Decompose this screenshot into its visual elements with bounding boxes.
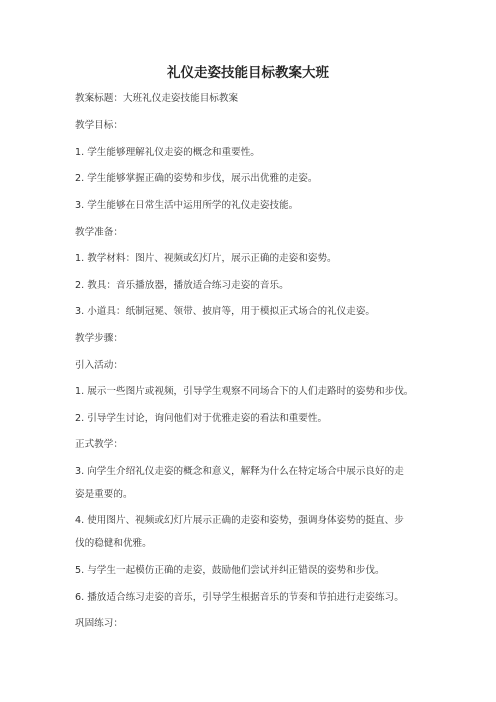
- step-item: 1. 展示一些图片或视频，引导学生观察不同场合下的人们走路时的姿势和步伐。: [75, 386, 414, 397]
- subsection-heading-intro: 引入活动：: [75, 360, 123, 371]
- step-item: 5. 与学生一起模仿正确的走姿，鼓励他们尝试并纠正错误的姿势和步伐。: [75, 565, 385, 576]
- goal-item: 2. 学生能够掌握正确的姿势和步伐，展示出优雅的走姿。: [75, 173, 318, 184]
- section-heading-prep: 教学准备：: [75, 227, 123, 238]
- prep-item: 1. 教学材料：图片、视频或幻灯片，展示正确的走姿和姿势。: [75, 253, 337, 264]
- step-item: 2. 引导学生讨论，询问他们对于优雅走姿的看法和重要性。: [75, 413, 328, 424]
- subsection-heading-practice: 巩固练习：: [75, 618, 123, 629]
- goal-item: 1. 学生能够理解礼仪走姿的概念和重要性。: [75, 147, 260, 158]
- step-item-continued: 姿是重要的。: [75, 489, 133, 500]
- lesson-title-line: 教案标题：大班礼仪走姿技能目标教案: [75, 93, 239, 104]
- step-item: 6. 播放适合练习走姿的音乐，引导学生根据音乐的节奏和节拍进行走姿练习。: [75, 592, 404, 603]
- step-item: 4. 使用图片、视频或幻灯片展示正确的走姿和姿势，强调身体姿势的挺直、步: [75, 515, 404, 526]
- prep-item: 3. 小道具：纸制冠冕、领带、披肩等，用于模拟正式场合的礼仪走姿。: [75, 306, 376, 317]
- prep-item: 2. 教具：音乐播放器，播放适合练习走姿的音乐。: [75, 280, 289, 291]
- step-item-continued: 伐的稳健和优雅。: [75, 538, 152, 549]
- section-heading-steps: 教学步骤：: [75, 333, 123, 344]
- step-item: 3. 向学生介绍礼仪走姿的概念和意义，解释为什么在特定场合中展示良好的走: [75, 466, 404, 477]
- section-heading-goals: 教学目标：: [75, 120, 123, 131]
- goal-item: 3. 学生能够在日常生活中运用所学的礼仪走姿技能。: [75, 200, 299, 211]
- document-title: 礼仪走姿技能目标教案大班: [167, 65, 329, 81]
- subsection-heading-teaching: 正式教学：: [75, 439, 123, 450]
